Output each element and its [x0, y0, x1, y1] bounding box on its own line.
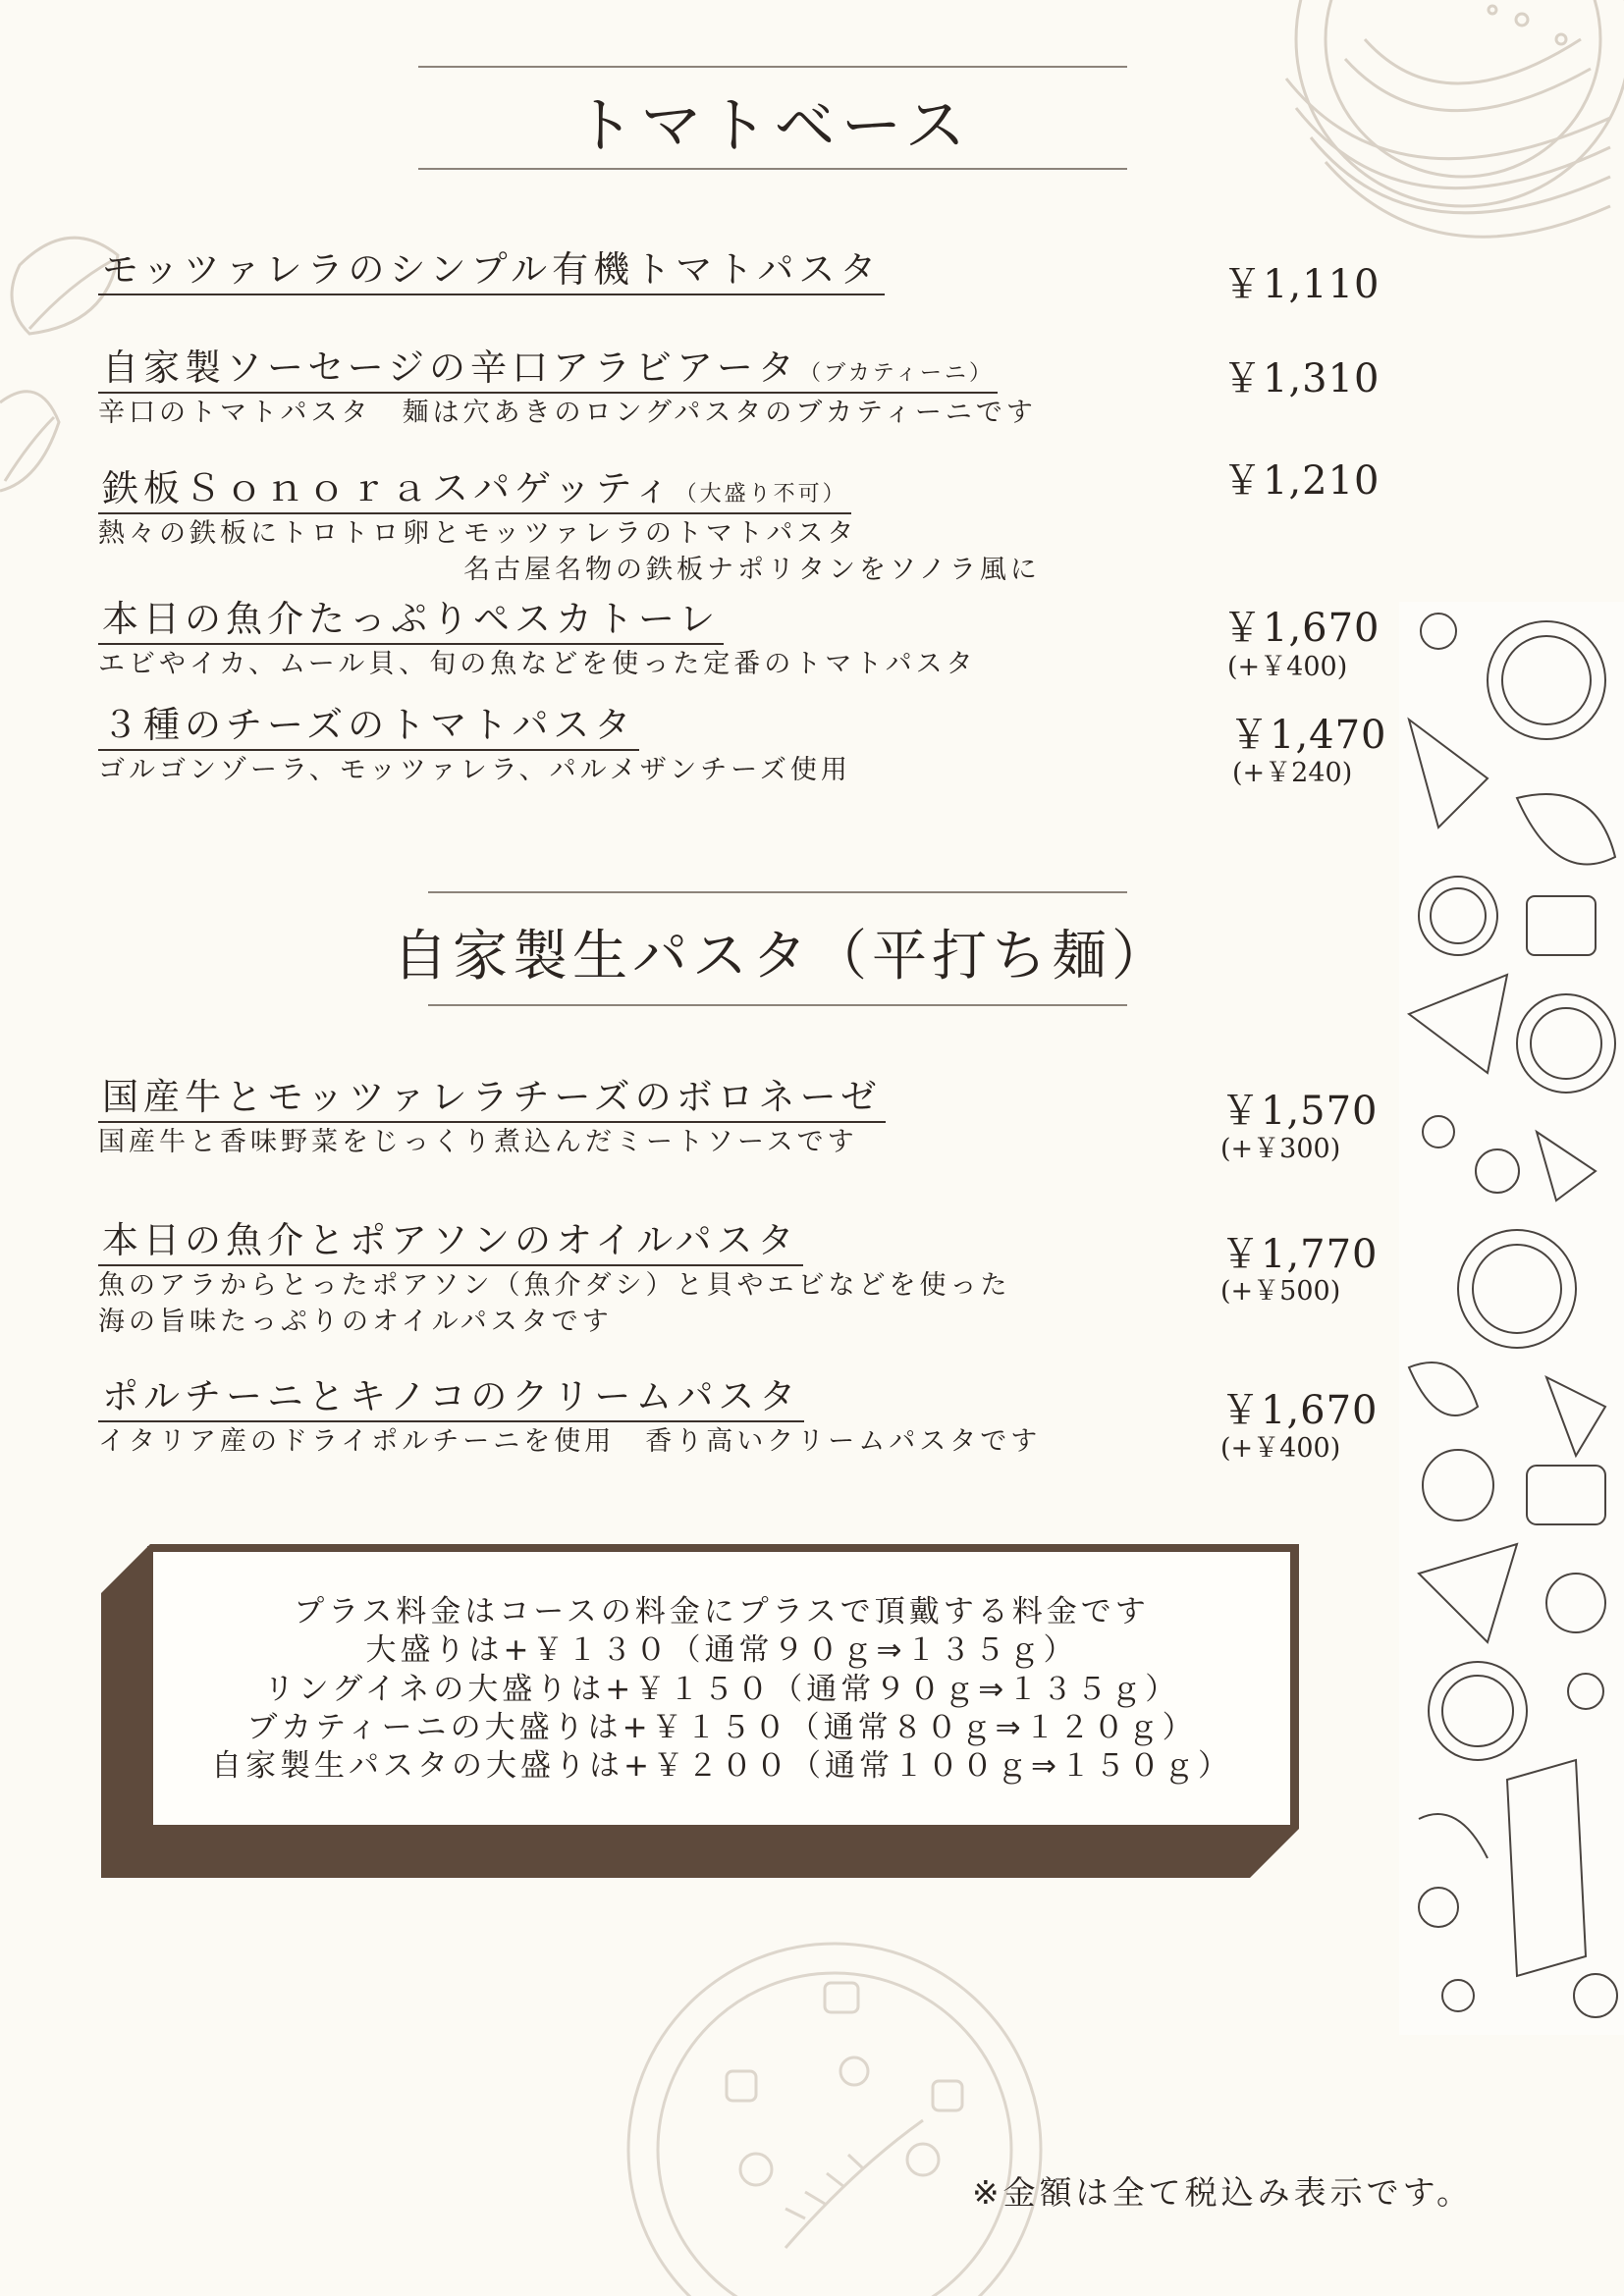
notice-line: 大盛りは+￥１３０（通常９０ｇ⇒１３５ｇ）	[365, 1632, 1078, 1669]
menu-item	[98, 468, 1159, 587]
item-large-size-addon: (+￥300)	[1220, 1134, 1341, 1164]
menu-item	[98, 347, 1159, 430]
item-name: ポルチーニとキノコのクリームパスタ	[98, 1376, 804, 1422]
item-large-size-addon: (+￥400)	[1220, 1433, 1341, 1464]
menu-item	[98, 1376, 1159, 1459]
item-name: 自家製ソーセージの辛口アラビアータ（ブカティーニ）	[98, 347, 998, 394]
item-description: 名古屋名物の鉄板ナポリタンをソノラ風に	[463, 554, 1041, 585]
item-description: エビやイカ、ムール貝、旬の魚などを使った定番のトマトパスタ	[98, 648, 977, 679]
fresh-title-bottom-rule	[428, 1004, 1127, 1006]
tomato-title-bottom-rule	[418, 168, 1127, 170]
menu-item	[98, 1077, 1159, 1159]
tomato-section-title: トマトベース	[573, 89, 972, 161]
item-large-size-addon: (+￥400)	[1227, 652, 1348, 682]
item-name: 鉄板Ｓｏｎｏｒａスパゲッティ（大盛り不可）	[98, 468, 851, 514]
fresh-title-top-rule	[428, 891, 1127, 893]
food-pattern-illustration	[1399, 602, 1624, 2035]
tax-note: ※金額は全て税込み表示です。	[972, 2173, 1474, 2212]
item-price: ￥1,110	[1222, 262, 1380, 307]
item-name: ３種のチーズのトマトパスタ	[98, 705, 639, 751]
notice-lines	[153, 1593, 1290, 1787]
notice-line: リングイネの大盛りは+￥１５０（通常９０ｇ⇒１３５ｇ）	[263, 1671, 1180, 1707]
item-name: 本日の魚介たっぷりペスカトーレ	[98, 599, 724, 645]
item-price: ￥1,470	[1229, 713, 1387, 758]
item-large-size-addon: (+￥240)	[1232, 758, 1353, 788]
item-name: 本日の魚介とポアソンのオイルパスタ	[98, 1220, 803, 1266]
item-price: ￥1,670	[1220, 1388, 1379, 1433]
item-name: モッツァレラのシンプル有機トマトパスタ	[98, 249, 885, 295]
notice-line: 自家製生パスタの大盛りは+￥２００（通常１００ｇ⇒１５０ｇ）	[211, 1748, 1232, 1785]
item-price: ￥1,670	[1222, 606, 1380, 651]
fresh-section-title: 自家製生パスタ（平打ち麺）	[393, 925, 1171, 988]
item-description: 国産牛と香味野菜をじっくり煮込んだミートソースです	[98, 1126, 858, 1157]
item-description: 魚のアラからとったポアソン（魚介ダシ）と貝やエビなどを使った	[98, 1269, 1011, 1301]
item-description: 海の旨味たっぷりのオイルパスタです	[98, 1306, 613, 1337]
tomato-title-top-rule	[418, 66, 1127, 68]
item-name: 国産牛とモッツァレラチーズのボロネーゼ	[98, 1077, 886, 1123]
notice-line: ブカティーニの大盛りは+￥１５０（通常８０ｇ⇒１２０ｇ）	[246, 1710, 1197, 1746]
item-large-size-addon: (+￥500)	[1220, 1276, 1341, 1307]
item-price: ￥1,210	[1222, 458, 1380, 504]
item-description: 熱々の鉄板にトロトロ卵とモッツァレラのトマトパスタ	[98, 517, 858, 549]
menu-item	[98, 249, 1159, 295]
pizza-illustration	[609, 1924, 1060, 2296]
item-description: イタリア産のドライポルチーニを使用 香り高いクリームパスタです	[98, 1425, 1042, 1457]
notice-box	[147, 1546, 1296, 1831]
menu-item	[98, 705, 1159, 787]
menu-item	[98, 1220, 1159, 1339]
item-description: ゴルゴンゾーラ、モッツァレラ、パルメザンチーズ使用	[98, 754, 851, 785]
menu-item	[98, 599, 1159, 681]
item-price: ￥1,570	[1220, 1089, 1379, 1134]
item-description: 辛口のトマトパスタ 麺は穴あきのロングパスタのブカティーニです	[98, 397, 1037, 428]
item-price: ￥1,770	[1220, 1232, 1379, 1277]
item-price: ￥1,310	[1222, 356, 1380, 401]
notice-line: プラス料金はコースの料金にプラスで頂戴する料金です	[294, 1594, 1150, 1629]
